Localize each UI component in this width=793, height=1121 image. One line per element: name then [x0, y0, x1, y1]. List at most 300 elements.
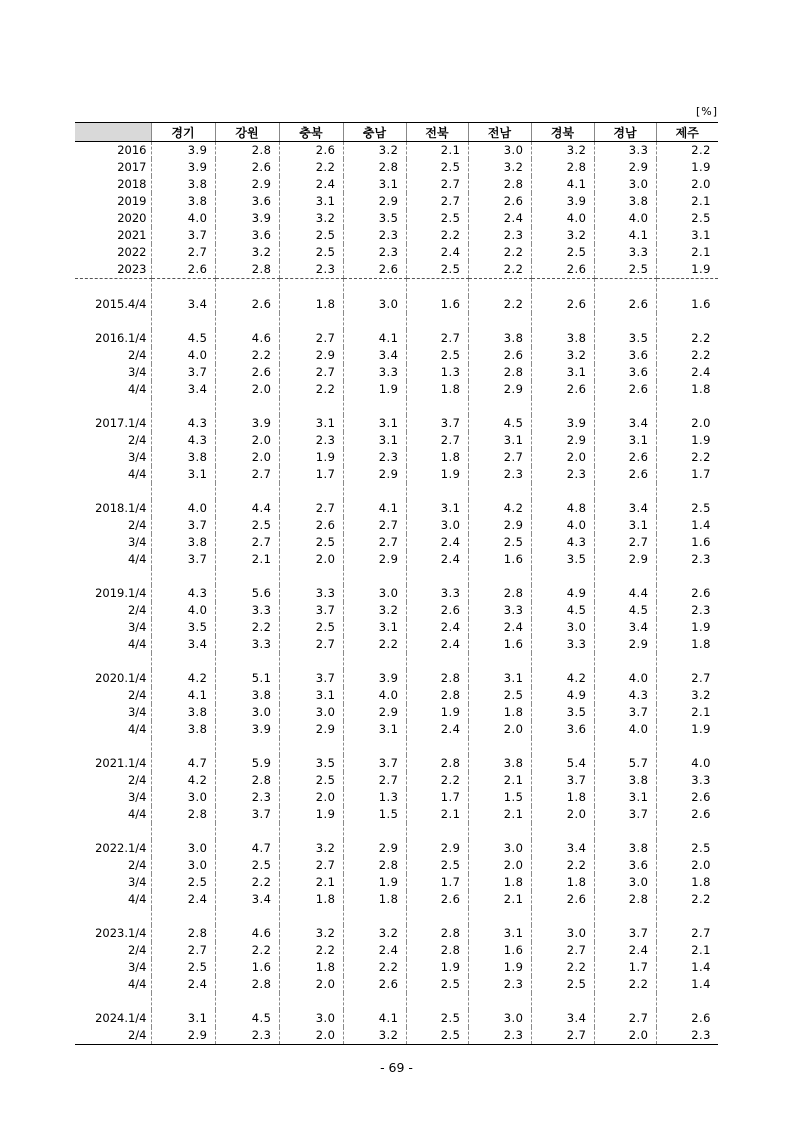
- value-cell: 2.8: [343, 857, 406, 874]
- value-cell: 4.1: [151, 687, 215, 704]
- value-cell: 3.0: [343, 585, 406, 602]
- value-cell: 3.7: [406, 415, 468, 432]
- value-cell: [594, 313, 656, 330]
- value-cell: 1.9: [343, 874, 406, 891]
- value-cell: 2.6: [406, 602, 468, 619]
- value-cell: 2.5: [279, 534, 343, 551]
- value-cell: 4.2: [151, 772, 215, 789]
- value-cell: 3.1: [343, 619, 406, 636]
- column-header: 충남: [343, 123, 406, 142]
- value-cell: 3.2: [656, 687, 718, 704]
- value-cell: [215, 908, 279, 925]
- value-cell: 3.0: [468, 1010, 531, 1027]
- value-cell: 3.9: [151, 159, 215, 176]
- value-cell: [594, 568, 656, 585]
- value-cell: 2.7: [279, 330, 343, 347]
- value-cell: 2.4: [343, 942, 406, 959]
- table-row: [75, 500, 718, 517]
- value-cell: 2.5: [594, 261, 656, 279]
- value-cell: 3.0: [531, 619, 594, 636]
- value-cell: 3.3: [594, 244, 656, 261]
- spacer-row: [75, 653, 718, 670]
- spacer-row: [75, 823, 718, 840]
- value-cell: 2.4: [594, 942, 656, 959]
- value-cell: 2.5: [151, 959, 215, 976]
- value-cell: 3.8: [151, 193, 215, 210]
- value-cell: 2.8: [468, 585, 531, 602]
- value-cell: [406, 993, 468, 1010]
- value-cell: 2.3: [656, 1027, 718, 1045]
- value-cell: 3.1: [656, 227, 718, 244]
- value-cell: 2.7: [406, 330, 468, 347]
- value-cell: 3.2: [279, 925, 343, 942]
- value-cell: 2.5: [656, 840, 718, 857]
- value-cell: 1.8: [656, 874, 718, 891]
- value-cell: 2.7: [343, 772, 406, 789]
- value-cell: 4.5: [151, 330, 215, 347]
- value-cell: 2.9: [594, 159, 656, 176]
- value-cell: [215, 653, 279, 670]
- value-cell: [406, 908, 468, 925]
- value-cell: [656, 279, 718, 297]
- value-cell: 2.2: [594, 976, 656, 993]
- value-cell: 2.8: [406, 670, 468, 687]
- header-corner-cell: [75, 123, 151, 142]
- value-cell: 2.8: [215, 976, 279, 993]
- value-cell: [594, 993, 656, 1010]
- value-cell: 3.4: [151, 381, 215, 398]
- row-label: 2022: [117, 245, 147, 259]
- value-cell: 2.2: [215, 619, 279, 636]
- value-cell: [151, 653, 215, 670]
- spacer-row: [75, 279, 718, 297]
- value-cell: [406, 313, 468, 330]
- value-cell: 4.0: [656, 755, 718, 772]
- value-cell: 2.5: [406, 261, 468, 279]
- value-cell: 3.7: [151, 551, 215, 568]
- value-cell: 3.5: [343, 210, 406, 227]
- value-cell: 3.5: [531, 704, 594, 721]
- value-cell: [279, 398, 343, 415]
- spacer-row: [75, 398, 718, 415]
- value-cell: [656, 823, 718, 840]
- value-cell: 1.8: [531, 789, 594, 806]
- value-cell: 1.6: [656, 534, 718, 551]
- value-cell: 3.1: [594, 517, 656, 534]
- spacer-row: [75, 908, 718, 925]
- value-cell: 4.6: [215, 925, 279, 942]
- value-cell: 3.3: [215, 636, 279, 653]
- value-cell: 4.1: [343, 1010, 406, 1027]
- value-cell: 2.5: [531, 244, 594, 261]
- value-cell: 1.9: [279, 449, 343, 466]
- value-cell: [151, 993, 215, 1010]
- value-cell: 2.7: [406, 193, 468, 210]
- value-cell: 2.2: [656, 330, 718, 347]
- value-cell: 3.1: [594, 789, 656, 806]
- value-cell: 2.9: [468, 517, 531, 534]
- value-cell: 3.1: [468, 670, 531, 687]
- row-label: 2020: [117, 211, 147, 225]
- value-cell: 1.8: [406, 381, 468, 398]
- value-cell: 2.6: [279, 517, 343, 534]
- value-cell: 2.7: [279, 636, 343, 653]
- value-cell: 3.0: [594, 874, 656, 891]
- row-label: [75, 908, 151, 925]
- value-cell: [594, 398, 656, 415]
- value-cell: 2.9: [279, 721, 343, 738]
- value-cell: 1.7: [406, 874, 468, 891]
- value-cell: 3.4: [594, 415, 656, 432]
- row-label: 3/4: [127, 450, 147, 464]
- value-cell: 3.0: [468, 840, 531, 857]
- value-cell: 2.8: [151, 925, 215, 942]
- value-cell: 3.0: [594, 176, 656, 193]
- table-row: [75, 534, 718, 551]
- value-cell: 4.0: [151, 347, 215, 364]
- value-cell: 3.5: [279, 755, 343, 772]
- value-cell: 4.2: [468, 500, 531, 517]
- value-cell: 3.7: [151, 364, 215, 381]
- value-cell: [151, 823, 215, 840]
- row-label: [75, 993, 151, 1010]
- value-cell: [343, 398, 406, 415]
- value-cell: 2.5: [406, 210, 468, 227]
- value-cell: 1.7: [656, 466, 718, 483]
- value-cell: 4.2: [151, 670, 215, 687]
- value-cell: 2.6: [656, 585, 718, 602]
- value-cell: 3.7: [215, 806, 279, 823]
- value-cell: 4.0: [594, 210, 656, 227]
- value-cell: 3.1: [468, 432, 531, 449]
- row-label: 2017: [117, 160, 147, 174]
- value-cell: 3.0: [468, 142, 531, 160]
- value-cell: [531, 398, 594, 415]
- value-cell: 2.8: [594, 891, 656, 908]
- value-cell: 1.6: [656, 296, 718, 313]
- value-cell: 5.4: [531, 755, 594, 772]
- value-cell: 2.2: [531, 959, 594, 976]
- value-cell: 1.8: [531, 874, 594, 891]
- statistics-table: [75, 122, 718, 1045]
- value-cell: [531, 738, 594, 755]
- column-header: 전북: [406, 123, 468, 142]
- value-cell: 4.8: [531, 500, 594, 517]
- row-label: 2021: [117, 228, 147, 242]
- table-row: [75, 466, 718, 483]
- value-cell: 2.6: [656, 789, 718, 806]
- value-cell: 2.7: [151, 942, 215, 959]
- row-label: 2/4: [127, 348, 147, 362]
- value-cell: 4.0: [531, 517, 594, 534]
- value-cell: [279, 279, 343, 297]
- value-cell: 4.7: [215, 840, 279, 857]
- value-cell: 3.8: [531, 330, 594, 347]
- value-cell: 2.5: [468, 687, 531, 704]
- value-cell: 4.3: [151, 415, 215, 432]
- value-cell: 4.4: [594, 585, 656, 602]
- value-cell: [279, 993, 343, 1010]
- table-row: [75, 159, 718, 176]
- value-cell: 2.4: [279, 176, 343, 193]
- value-cell: 2.0: [531, 449, 594, 466]
- value-cell: 2.4: [656, 364, 718, 381]
- value-cell: 2.9: [594, 636, 656, 653]
- value-cell: [279, 568, 343, 585]
- value-cell: 2.0: [468, 857, 531, 874]
- value-cell: 2.7: [594, 1010, 656, 1027]
- value-cell: 2.2: [279, 942, 343, 959]
- table-row: [75, 619, 718, 636]
- row-label: [75, 568, 151, 585]
- value-cell: 3.3: [656, 772, 718, 789]
- value-cell: [594, 483, 656, 500]
- value-cell: 3.3: [215, 602, 279, 619]
- row-label: 2/4: [127, 603, 147, 617]
- row-label: 2019: [117, 194, 147, 208]
- column-header: 경북: [531, 123, 594, 142]
- row-label: 2/4: [127, 688, 147, 702]
- value-cell: [468, 279, 531, 297]
- value-cell: [531, 993, 594, 1010]
- value-cell: 2.8: [468, 364, 531, 381]
- table-row: [75, 959, 718, 976]
- value-cell: 3.1: [279, 193, 343, 210]
- value-cell: 2.7: [531, 1027, 594, 1045]
- value-cell: 3.0: [151, 840, 215, 857]
- value-cell: 2.0: [594, 1027, 656, 1045]
- value-cell: [468, 313, 531, 330]
- value-cell: 2.8: [406, 942, 468, 959]
- value-cell: 2.2: [343, 959, 406, 976]
- value-cell: [656, 738, 718, 755]
- value-cell: 1.8: [279, 959, 343, 976]
- spacer-row: [75, 313, 718, 330]
- table-row: [75, 1027, 718, 1045]
- value-cell: 3.2: [531, 227, 594, 244]
- value-cell: [151, 908, 215, 925]
- value-cell: 3.2: [343, 1027, 406, 1045]
- value-cell: 2.1: [656, 942, 718, 959]
- value-cell: 3.9: [531, 415, 594, 432]
- column-header: 제주: [656, 123, 718, 142]
- value-cell: 4.1: [594, 227, 656, 244]
- value-cell: 4.7: [151, 755, 215, 772]
- value-cell: 2.1: [406, 806, 468, 823]
- value-cell: 1.9: [406, 704, 468, 721]
- value-cell: 3.4: [151, 296, 215, 313]
- value-cell: 2.9: [531, 432, 594, 449]
- value-cell: 2.9: [594, 551, 656, 568]
- value-cell: 2.5: [279, 244, 343, 261]
- value-cell: [215, 993, 279, 1010]
- table-body: [75, 142, 718, 1045]
- value-cell: 2.4: [468, 210, 531, 227]
- column-header: 경남: [594, 123, 656, 142]
- row-label: [75, 398, 151, 415]
- value-cell: 1.6: [215, 959, 279, 976]
- row-label: 2022.1/4: [95, 841, 147, 855]
- value-cell: 2.9: [468, 381, 531, 398]
- value-cell: 3.5: [531, 551, 594, 568]
- header-row: [75, 123, 718, 142]
- value-cell: 2.9: [343, 466, 406, 483]
- value-cell: [279, 313, 343, 330]
- value-cell: 5.6: [215, 585, 279, 602]
- value-cell: [406, 653, 468, 670]
- value-cell: 1.8: [656, 636, 718, 653]
- table-row: [75, 857, 718, 874]
- value-cell: 4.0: [531, 210, 594, 227]
- table-row: [75, 193, 718, 210]
- value-cell: 3.9: [215, 210, 279, 227]
- value-cell: 3.2: [468, 159, 531, 176]
- value-cell: 3.0: [279, 704, 343, 721]
- value-cell: 3.1: [279, 687, 343, 704]
- value-cell: 1.4: [656, 959, 718, 976]
- value-cell: 2.1: [656, 244, 718, 261]
- value-cell: [594, 908, 656, 925]
- value-cell: 3.6: [215, 227, 279, 244]
- column-header: 전남: [468, 123, 531, 142]
- value-cell: 3.3: [406, 585, 468, 602]
- value-cell: 3.0: [151, 857, 215, 874]
- row-label: 4/4: [127, 637, 147, 651]
- table-row: [75, 670, 718, 687]
- table-row: [75, 840, 718, 857]
- value-cell: [279, 483, 343, 500]
- value-cell: 1.8: [279, 296, 343, 313]
- row-label: 2016: [117, 143, 147, 157]
- value-cell: 3.8: [215, 687, 279, 704]
- value-cell: 2.0: [279, 1027, 343, 1045]
- value-cell: [215, 568, 279, 585]
- value-cell: 3.8: [594, 840, 656, 857]
- row-label: 4/4: [127, 977, 147, 991]
- spacer-row: [75, 738, 718, 755]
- value-cell: 2.3: [468, 976, 531, 993]
- value-cell: [594, 823, 656, 840]
- table-row: [75, 806, 718, 823]
- value-cell: [343, 993, 406, 1010]
- value-cell: 2.1: [215, 551, 279, 568]
- value-cell: 2.0: [279, 976, 343, 993]
- value-cell: 3.8: [151, 721, 215, 738]
- value-cell: [594, 738, 656, 755]
- value-cell: 4.0: [594, 721, 656, 738]
- value-cell: 3.3: [279, 585, 343, 602]
- value-cell: 2.0: [279, 551, 343, 568]
- value-cell: 1.3: [406, 364, 468, 381]
- value-cell: 2.9: [215, 176, 279, 193]
- value-cell: 2.0: [531, 806, 594, 823]
- value-cell: [215, 483, 279, 500]
- row-label: 3/4: [127, 705, 147, 719]
- value-cell: 2.9: [151, 1027, 215, 1045]
- value-cell: 2.3: [343, 227, 406, 244]
- value-cell: [215, 738, 279, 755]
- value-cell: 2.4: [406, 636, 468, 653]
- value-cell: 2.1: [468, 891, 531, 908]
- value-cell: [343, 653, 406, 670]
- value-cell: 2.2: [215, 874, 279, 891]
- value-cell: 2.7: [151, 244, 215, 261]
- value-cell: 3.1: [406, 500, 468, 517]
- value-cell: 2.8: [406, 755, 468, 772]
- value-cell: 2.5: [406, 976, 468, 993]
- value-cell: 2.7: [594, 534, 656, 551]
- value-cell: 1.9: [468, 959, 531, 976]
- value-cell: [656, 653, 718, 670]
- value-cell: 3.0: [151, 789, 215, 806]
- value-cell: 3.7: [594, 925, 656, 942]
- value-cell: 2.6: [594, 466, 656, 483]
- value-cell: [406, 823, 468, 840]
- table-row: [75, 585, 718, 602]
- table-row: [75, 755, 718, 772]
- value-cell: 3.4: [343, 347, 406, 364]
- value-cell: 1.8: [468, 874, 531, 891]
- value-cell: 5.7: [594, 755, 656, 772]
- row-label: 2/4: [75, 1027, 151, 1045]
- value-cell: 2.2: [468, 296, 531, 313]
- value-cell: 3.9: [151, 142, 215, 160]
- value-cell: 1.8: [343, 891, 406, 908]
- row-label: 4/4: [127, 382, 147, 396]
- value-cell: [468, 653, 531, 670]
- value-cell: 3.3: [468, 602, 531, 619]
- value-cell: [151, 738, 215, 755]
- value-cell: 2.2: [656, 449, 718, 466]
- value-cell: 3.9: [215, 721, 279, 738]
- value-cell: [279, 908, 343, 925]
- value-cell: 3.6: [594, 364, 656, 381]
- row-label: 2/4: [127, 773, 147, 787]
- table-header: [75, 123, 718, 142]
- value-cell: 5.1: [215, 670, 279, 687]
- row-label: [75, 823, 151, 840]
- row-label: 3/4: [127, 960, 147, 974]
- value-cell: 4.3: [531, 534, 594, 551]
- value-cell: 1.9: [279, 806, 343, 823]
- value-cell: 1.4: [656, 517, 718, 534]
- value-cell: 2.4: [468, 619, 531, 636]
- table-row: [75, 244, 718, 261]
- row-label: 3/4: [127, 790, 147, 804]
- value-cell: [406, 738, 468, 755]
- value-cell: 3.0: [215, 704, 279, 721]
- value-cell: 2.6: [215, 159, 279, 176]
- value-cell: [279, 738, 343, 755]
- table-row: [75, 261, 718, 279]
- value-cell: 2.3: [656, 551, 718, 568]
- row-label: [75, 279, 151, 297]
- value-cell: 3.4: [215, 891, 279, 908]
- value-cell: 4.0: [151, 602, 215, 619]
- value-cell: [531, 568, 594, 585]
- value-cell: 2.4: [406, 721, 468, 738]
- value-cell: 4.9: [531, 585, 594, 602]
- row-label: [75, 653, 151, 670]
- value-cell: [151, 568, 215, 585]
- value-cell: 2.5: [279, 619, 343, 636]
- value-cell: 1.9: [656, 432, 718, 449]
- value-cell: [468, 483, 531, 500]
- value-cell: 2.6: [215, 296, 279, 313]
- column-header: 충북: [279, 123, 343, 142]
- value-cell: 3.8: [468, 755, 531, 772]
- value-cell: 2.3: [279, 261, 343, 279]
